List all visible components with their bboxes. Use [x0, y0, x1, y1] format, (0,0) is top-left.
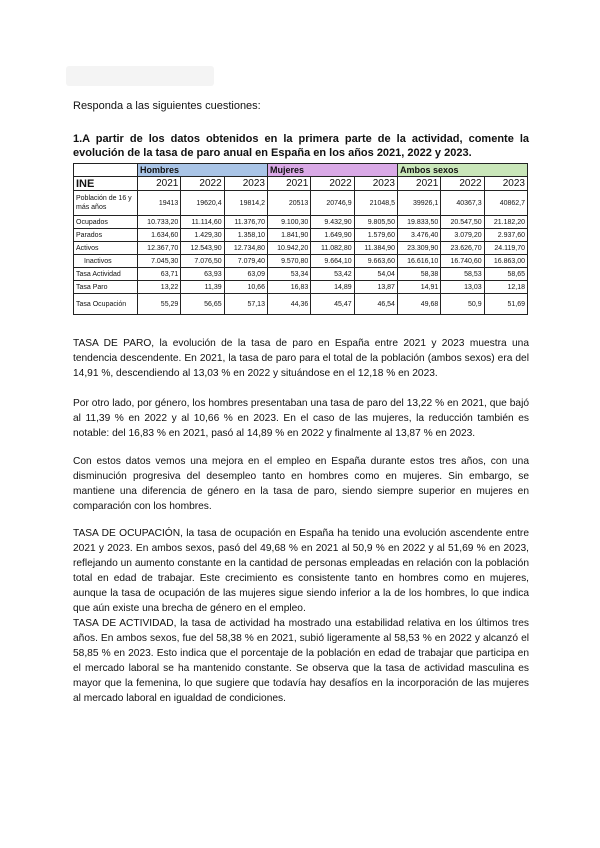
table-cell: 2.937,60	[484, 229, 527, 242]
table-cell: 10,66	[224, 281, 267, 294]
ine-data-table	[73, 163, 528, 315]
group-hombres: Hombres	[138, 164, 268, 177]
year-header: 2023	[484, 177, 527, 191]
table-cell: 16,83	[267, 281, 310, 294]
table-cell: 10.733,20	[138, 216, 181, 229]
table-cell: 1.841,90	[267, 229, 310, 242]
table-group-row	[74, 164, 528, 177]
table-cell: 19814,2	[224, 191, 267, 216]
table-cell: 1.579,60	[354, 229, 397, 242]
paragraph-genero: Por otro lado, por género, los hombres presentaban una tasa de paro del 13,22 % en 2021, que bajó al 11,39 % en 2022 y al 10,66 % en 2023. En el caso de las mujeres, la reducción también es notable: del 16,83 % en 2021, pasó al 14,89 % en 2022 y finalmente al 13,87 % en 2023.	[73, 398, 529, 439]
table-cell: 40367,3	[441, 191, 484, 216]
table-corner-ine: INE	[74, 177, 138, 191]
group-ambos-sexos: Ambos sexos	[397, 164, 527, 177]
table-cell: 12,18	[484, 281, 527, 294]
table-cell: 54,04	[354, 268, 397, 281]
year-header: 2021	[397, 177, 440, 191]
table-cell: 13,22	[138, 281, 181, 294]
table-cell: 44,36	[267, 294, 310, 315]
row-label: Ocupados	[74, 216, 138, 229]
table-cell: 11.376,70	[224, 216, 267, 229]
row-label: Población de 16 y más años	[74, 191, 138, 216]
paragraph-conclusion: Con estos datos vemos una mejora en el empleo en España durante estos tres años, con una disminución progresiva del desempleo tanto en hombres como en mujeres. Sin embargo, se mantiene una diferencia de género en la tasa de paro, siendo siempre superior en mujeres en comparación con los hombres.	[73, 456, 529, 512]
paragraph-tasa-actividad: TASA DE ACTIVIDAD, la tasa de actividad ha mostrado una estabilidad relativa en los últimos tres años. En ambos sexos, fue del 58,38 % en 2021, subió ligeramente al 58,53 % en 2022 y alcanzó el 58,85 % en 2023. Esto indica que el porcentaje de la población en edad de trabajar que participa en el mercado laboral se ha mantenido constante. Se observa que la tasa de actividad masculina es mayor que la femenina, lo que sugiere que todavía hay desafíos en la incorporación de las mujeres al mercado laboral en igualdad de condiciones.	[73, 618, 529, 704]
table-cell: 19.833,50	[397, 216, 440, 229]
table-cell: 20746,9	[311, 191, 354, 216]
year-header: 2022	[181, 177, 224, 191]
table-row	[74, 255, 528, 268]
paragraph-tasa-paro: TASA DE PARO, la evolución de la tasa de paro en España entre 2021 y 2023 muestra una tendencia descendente. En 2021, la tasa de paro para el total de la población (ambos sexos) era del 14,91 %, descendiendo al 13,03 % en 2022 y situándose en el 12,18 % en 2023.	[73, 338, 529, 379]
table-cell: 39926,1	[397, 191, 440, 216]
table-cell: 1.649,90	[311, 229, 354, 242]
table-cell: 1.634,60	[138, 229, 181, 242]
table-cell: 9.570,80	[267, 255, 310, 268]
table-cell: 40862,7	[484, 191, 527, 216]
row-label: Tasa Paro	[74, 281, 138, 294]
table-cell: 49,68	[397, 294, 440, 315]
table-cell: 12.543,90	[181, 242, 224, 255]
table-cell: 63,93	[181, 268, 224, 281]
table-cell: 3.079,20	[441, 229, 484, 242]
table-cell: 55,29	[138, 294, 181, 315]
table-cell: 12.367,70	[138, 242, 181, 255]
year-header: 2021	[138, 177, 181, 191]
table-cell: 58,53	[441, 268, 484, 281]
table-cell: 12.734,80	[224, 242, 267, 255]
table-cell: 51,69	[484, 294, 527, 315]
table-cell: 11.082,80	[311, 242, 354, 255]
table-cell: 23.309,90	[397, 242, 440, 255]
table-cell: 50,9	[441, 294, 484, 315]
table-row	[74, 242, 528, 255]
table-cell: 24.119,70	[484, 242, 527, 255]
year-header: 2022	[441, 177, 484, 191]
table-cell: 16.616,10	[397, 255, 440, 268]
question-heading: 1.A partir de los datos obtenidos en la primera parte de la actividad, comente la evolución de la tasa de paro anual en España en los años 2021, 2022 y 2023.	[73, 133, 529, 159]
table-cell: 11.114,60	[181, 216, 224, 229]
table-cell: 14,91	[397, 281, 440, 294]
table-cell: 9.664,10	[311, 255, 354, 268]
table-cell: 11.384,90	[354, 242, 397, 255]
row-label: Tasa Ocupación	[74, 294, 138, 315]
year-header: 2023	[224, 177, 267, 191]
table-cell: 1.429,30	[181, 229, 224, 242]
row-label: Inactivos	[74, 255, 138, 268]
table-cell: 45,47	[311, 294, 354, 315]
table-cell: 11,39	[181, 281, 224, 294]
table-cell: 7.079,40	[224, 255, 267, 268]
table-cell: 23.626,70	[441, 242, 484, 255]
table-cell: 19620,4	[181, 191, 224, 216]
table-cell: 10.942,20	[267, 242, 310, 255]
row-label: Tasa Actividad	[74, 268, 138, 281]
table-cell: 63,09	[224, 268, 267, 281]
table-row	[74, 294, 528, 315]
table-cell: 20.547,50	[441, 216, 484, 229]
table-cell: 56,65	[181, 294, 224, 315]
year-header: 2021	[267, 177, 310, 191]
table-row	[74, 229, 528, 242]
table-cell: 3.476,40	[397, 229, 440, 242]
table-cell: 46,54	[354, 294, 397, 315]
group-mujeres: Mujeres	[267, 164, 397, 177]
year-header: 2022	[311, 177, 354, 191]
table-cell: 21048,5	[354, 191, 397, 216]
row-label: Parados	[74, 229, 138, 242]
table-cell: 63,71	[138, 268, 181, 281]
blurred-header	[66, 66, 214, 86]
table-cell: 53,34	[267, 268, 310, 281]
table-cell: 7.076,50	[181, 255, 224, 268]
table-cell: 57,13	[224, 294, 267, 315]
table-cell: 14,89	[311, 281, 354, 294]
table-cell: 13,03	[441, 281, 484, 294]
table-cell: 20513	[267, 191, 310, 216]
table-row	[74, 281, 528, 294]
year-header: 2023	[354, 177, 397, 191]
table-empty-cell	[74, 164, 138, 177]
intro-text: Responda a las siguientes cuestiones:	[73, 100, 261, 112]
table-cell: 21.182,20	[484, 216, 527, 229]
table-cell: 16.863,00	[484, 255, 527, 268]
table-row	[74, 191, 528, 216]
table-cell: 7.045,30	[138, 255, 181, 268]
table-cell: 58,38	[397, 268, 440, 281]
table-year-row	[74, 177, 528, 191]
row-label: Activos	[74, 242, 138, 255]
table-cell: 1.358,10	[224, 229, 267, 242]
table-row	[74, 216, 528, 229]
table-cell: 9.805,50	[354, 216, 397, 229]
table-cell: 58,65	[484, 268, 527, 281]
table-cell: 53,42	[311, 268, 354, 281]
table-cell: 9.663,60	[354, 255, 397, 268]
table-cell: 9.432,90	[311, 216, 354, 229]
table-cell: 9.100,30	[267, 216, 310, 229]
table-cell: 19413	[138, 191, 181, 216]
table-cell: 16.740,60	[441, 255, 484, 268]
table-row	[74, 268, 528, 281]
paragraph-tasa-ocupacion: TASA DE OCUPACIÓN, la tasa de ocupación en España ha tenido una evolución ascendente entre 2021 y 2023. En ambos sexos, pasó del 49,68 % en 2021 al 50,9 % en 2022 y al 51,69 % en 2023, reflejando un aumento constante en la cantidad de personas empleadas en relación con la población total en edad de trabajar. Este crecimiento es consistente tanto en hombres como en mujeres, aunque la tasa de ocupación de las mujeres sigue siendo inferior a la de los hombres, lo que indica que aún existe una brecha de género en el empleo.	[73, 528, 529, 614]
table-cell: 13,87	[354, 281, 397, 294]
